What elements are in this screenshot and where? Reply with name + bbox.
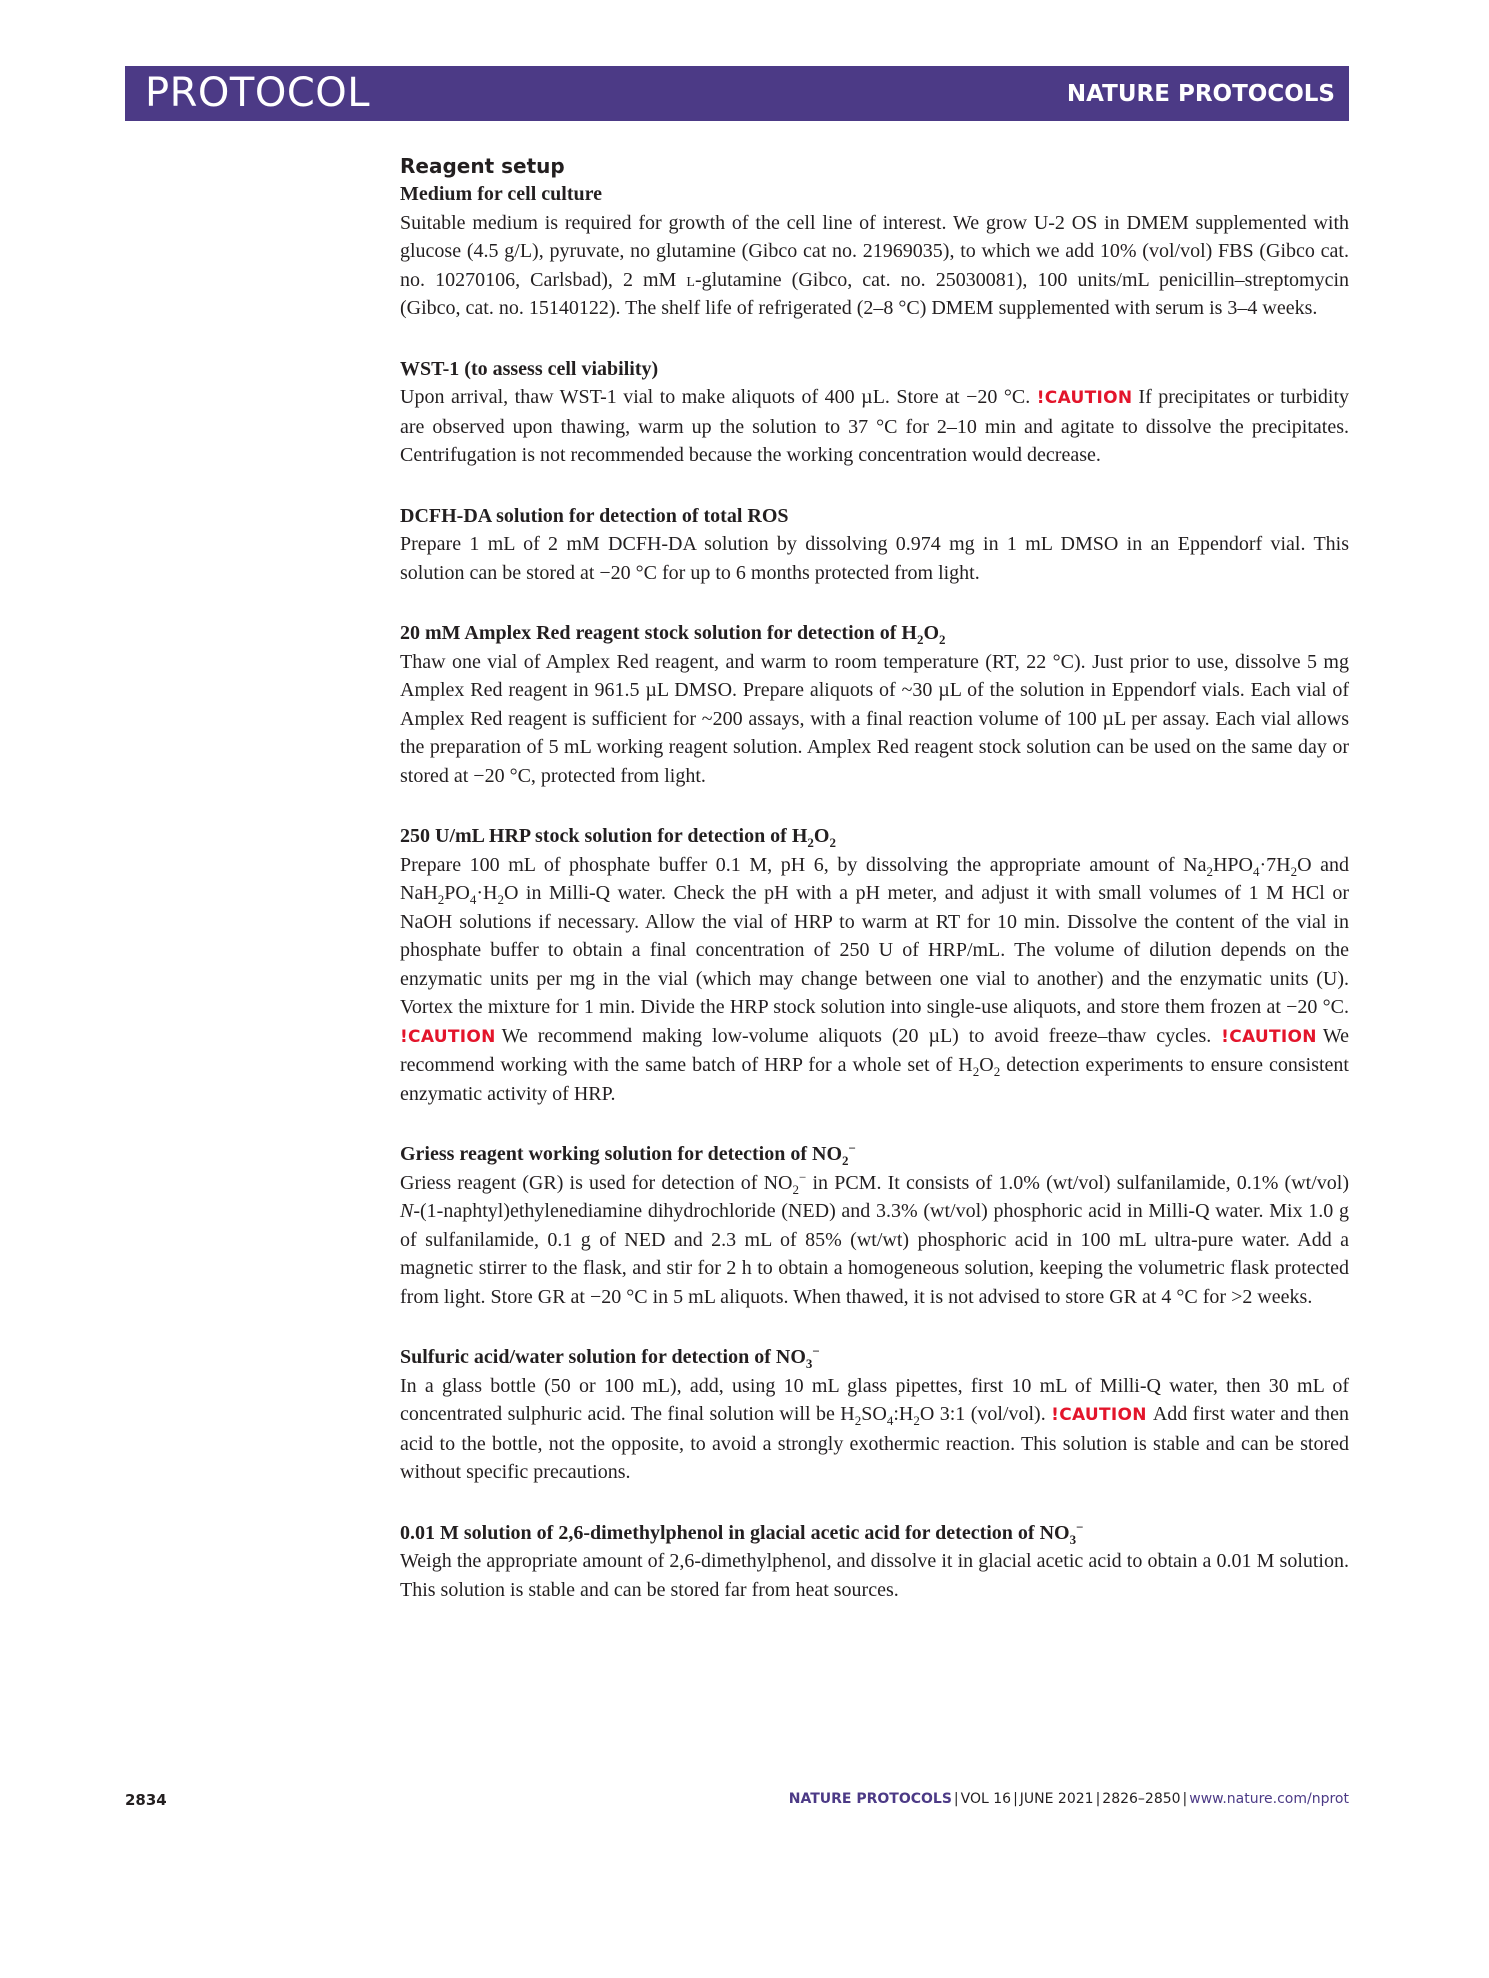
subhead-sulfuric: Sulfuric acid/water solution for detection of $NO_3^-$ xyxy=(400,1343,820,1371)
article-body xyxy=(400,152,1349,1604)
subhead-hrp: 250 U/mL HRP stock solution for detection of $H_2O_2$ xyxy=(400,825,836,850)
block-griess xyxy=(400,1140,1349,1311)
journal-name: NATURE PROTOCOLS xyxy=(1066,81,1335,107)
text-sulfuric: In a glass bottle (50 or 100 mL), add, using 10 mL glass pipettes, first 10 mL of Milli-Q water, then 30 mL of concentrated sulphuric acid. The final solution will be $H_2SO_4:H_2O$ 3:1 (vol/vol). !CAUTION Add first water and then acid to the bottle, not the opposite, to avoid a strongly exothermic reaction. This solution is stable and can be stored without specific precautions. xyxy=(400,1374,1349,1483)
subhead-medium: Medium for cell culture xyxy=(400,183,602,205)
block-sulfuric xyxy=(400,1343,1349,1487)
subhead-amplex: 20 mM Amplex Red reagent stock solution for detection of $H_2O_2$ xyxy=(400,622,946,647)
text-amplex: Thaw one vial of Amplex Red reagent, and warm to room temperature (RT, 22 °C). Just prior to use, dissolve 5 mg Amplex Red reagent in 961.5 µL DMSO. Prepare aliquots of ~30 µL of the solution in Eppendorf vials. Each vial of Amplex Red reagent is sufficient for ~200 assays, with a final reaction volume of 100 µL per assay. Each vial allows the preparation of 5 mL working reagent solution. Amplex Red reagent stock solution can be used on the same day or stored at −20 °C, protected from light. xyxy=(400,650,1349,787)
subhead-wst1: WST-1 (to assess cell viability) xyxy=(400,357,659,380)
caution-label: !CAUTION xyxy=(400,1026,496,1047)
footer-volume: VOL 16 xyxy=(960,1791,1012,1807)
header-banner xyxy=(125,66,1349,121)
text-wst1: Upon arrival, thaw WST-1 vial to make aliquots of 400 µL. Store at −20 °C. !CAUTION If precipitates or turbidity are observed upon thawing, warm up the solution to 37 °C for 2–10 min and agitate to dissolve the precipitates. Centrifugation is not recommended because the working concentration would decrease. xyxy=(400,386,1350,466)
block-wst1 xyxy=(400,355,1349,470)
text-dcfh: Prepare 1 mL of 2 mM DCFH-DA solution by dissolving 0.974 mg in 1 mL DMSO in an Eppendorf vial. This solution can be stored at −20 °C for up to 6 months protected from light. xyxy=(400,533,1349,584)
block-amplex xyxy=(400,619,1349,790)
caution-label: !CAUTION xyxy=(1036,388,1133,408)
footer-journal: NATURE PROTOCOLS xyxy=(788,1791,952,1807)
subhead-dcfh: DCFH-DA solution for detection of total ROS xyxy=(400,504,789,527)
block-dcfh xyxy=(400,502,1349,588)
subhead-dmp: 0.01 M solution of 2,6-dimethylphenol in glacial acetic acid for detection of $NO_3^-$ xyxy=(400,1518,1084,1547)
footer-date: JUNE 2021 xyxy=(1019,1791,1094,1807)
caution-label: !CAUTION xyxy=(1051,1405,1147,1425)
text-hrp: Prepare 100 mL of phosphate buffer 0.1 M, pH 6, by dissolving the appropriate amount of $Na_2HPO_4\cdot 7H_2O$ and $NaH_2PO_4\cdot H_2O$ in Milli-Q water. Check the pH with a pH meter, and adjust it with small volumes of 1 M HCl or NaOH solutions if necessary. Allow the vial of HRP to warm at RT for 10 min. Dissolve the content of the vial in phosphate buffer to obtain a final concentration of 250 U of HRP/mL. The volume of dilution depends on the enzymatic units per mg in the vial (which may change between one vial to another) and the enzymatic units (U). Vortex the mixture for 1 min. Divide the HRP stock solution into single-use aliquots, and store them frozen at −20 °C. !CAUTION We recommend making low-volume aliquots (20 µL) to avoid freeze–thaw cycles. !CAUTION We recommend working with the same batch of HRP for a whole set of $H_2O_2$ detection experiments to ensure consistent enzymatic activity of HRP. xyxy=(400,853,1349,1105)
block-medium xyxy=(400,180,1349,323)
block-dmp xyxy=(400,1519,1349,1605)
footer-citation: NATURE PROTOCOLS | VOL 16 | JUNE 2021 | 2826–2850 | www.nature.com/nprot xyxy=(788,1791,1349,1807)
caution-label: !CAUTION xyxy=(1221,1026,1317,1047)
page-number: 2834 xyxy=(125,1791,167,1809)
text-medium: Suitable medium is required for growth of the cell line of interest. We grow U-2 OS in DMEM supplemented with glucose (4.5 g/L), pyruvate, no glutamine (Gibco cat no. 21969035), to which we add 10% (vol/vol) FBS (Gibco cat. no. 10270106, Carlsbad), 2 mM l-glutamine (Gibco, cat. no. 25030081), 100 units/mL penicillin–streptomycin (Gibco, cat. no. 15140122). The shelf life of refrigerated (2–8 °C) DMEM supplemented with serum is 3–4 weeks. xyxy=(400,211,1349,319)
footer-pages: 2826–2850 xyxy=(1102,1791,1181,1807)
subhead-griess: Griess reagent working solution for detection of $NO_2^-$ xyxy=(400,1140,856,1168)
text-dmp: Weigh the appropriate amount of 2,6-dimethylphenol, and dissolve it in glacial acetic acid to obtain a 0.01 M solution. This solution is stable and can be stored far from heat sources. xyxy=(400,1550,1349,1601)
footer-url[interactable]: www.nature.com/nprot xyxy=(1189,1791,1349,1807)
section-label: PROTOCOL xyxy=(145,70,371,116)
block-hrp xyxy=(400,822,1349,1108)
section-title: Reagent setup xyxy=(400,154,565,178)
text-griess: Griess reagent (GR) is used for detection of $NO_2^-$ in PCM. It consists of 1.0% (wt/vol) sulfanilamide, 0.1% (wt/vol) N-(1-naphtyl)ethylenediamine dihydrochloride (NED) and 3.3% (wt/vol) phosphoric acid in Milli-Q water. Mix 1.0 g of sulfanilamide, 0.1 g of NED and 2.3 mL of 85% (wt/wt) phosphoric acid in 100 mL ultra-pure water. Add a magnetic stirrer to the flask, and stir for 2 h to obtain a homogeneous solution, keeping the volumetric flask protected from light. Store GR at −20 °C in 5 mL aliquots. When thawed, it is not advised to store GR at 4 °C for >2 weeks. xyxy=(400,1168,1349,1308)
